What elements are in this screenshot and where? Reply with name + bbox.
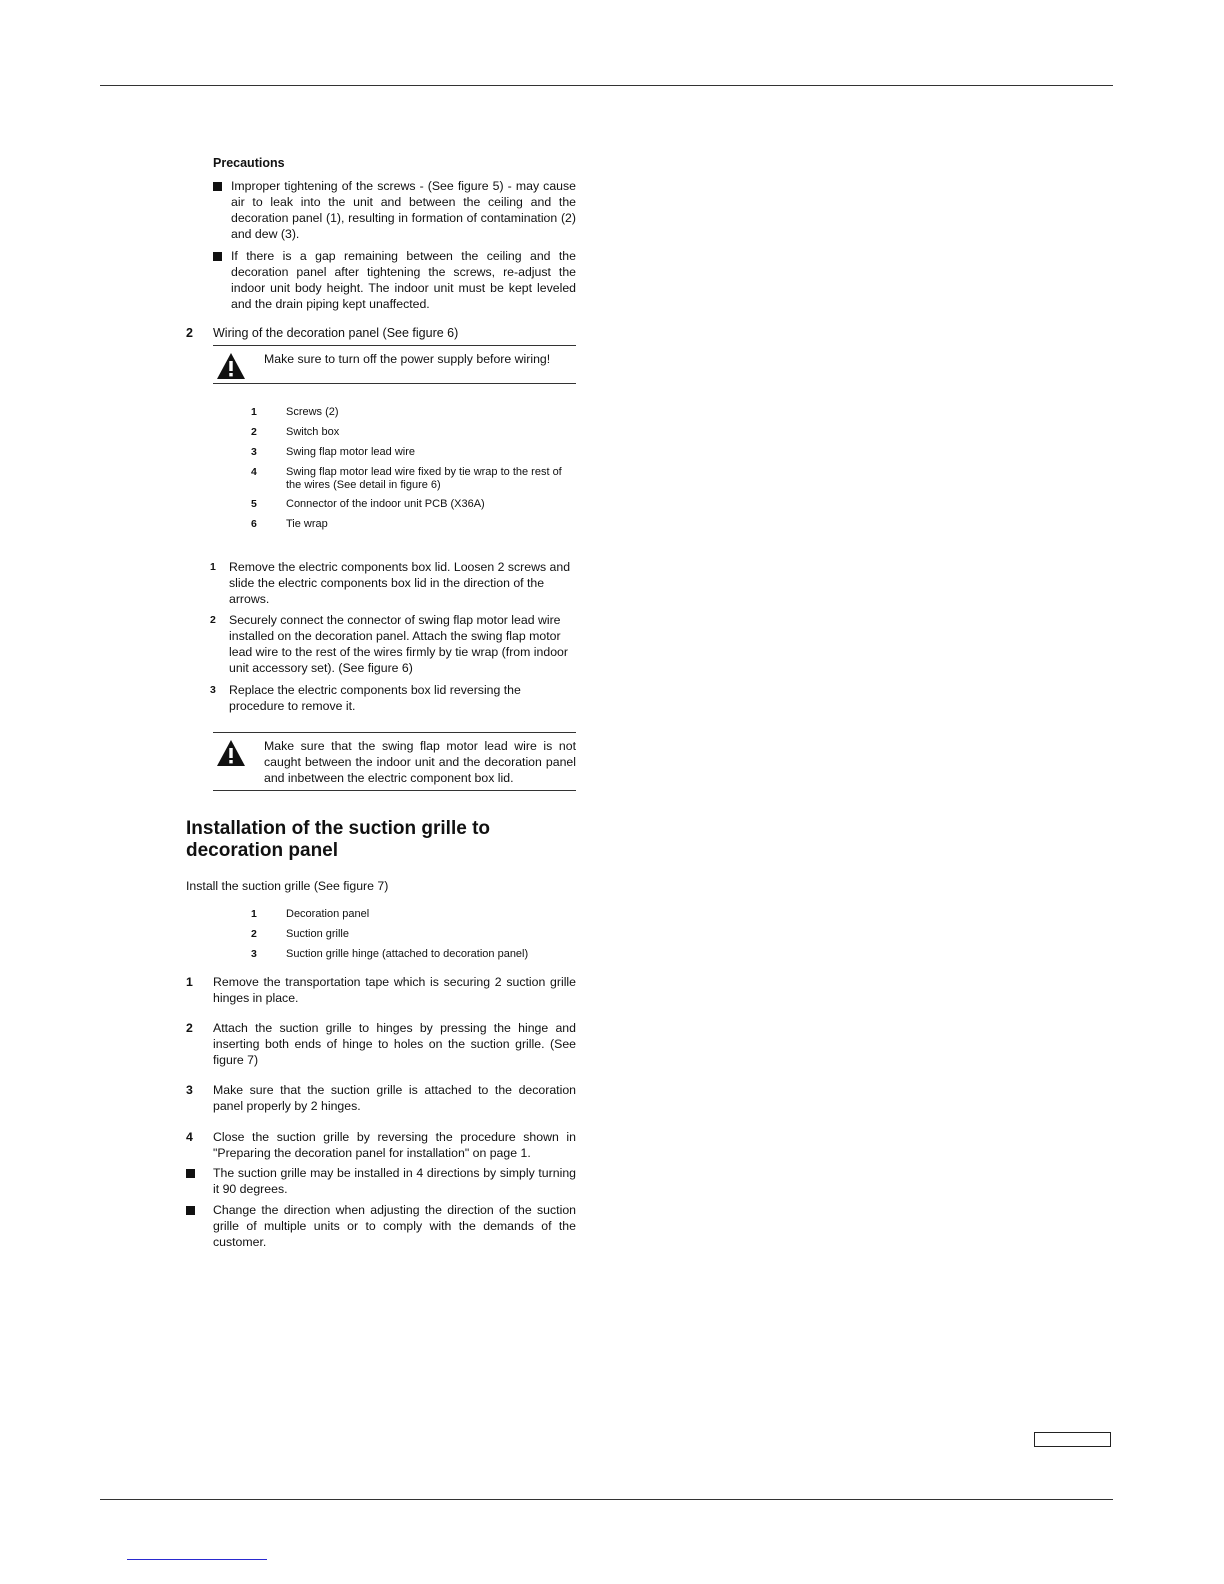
section-number: 2	[186, 326, 193, 340]
precaution-bullet-2	[213, 248, 576, 312]
warning-box-lead-wire	[213, 732, 576, 791]
wiring-step-2: 2 Securely connect the connector of swing flap motor lead wire installed on the decoration panel. Attach the swing flap motor lead wire to the rest of the wires firmly by tie wrap (from indoor unit accessory set). (See figure 6)	[210, 613, 568, 675]
precaution-bullet-text: Improper tightening of the screws - (See figure 5) - may cause air to leak into the unit and between the ceiling and the decoration panel (1), resulting in formation of contamination (2) and dew (3).	[231, 179, 576, 241]
square-bullet-icon	[186, 1169, 195, 1178]
page-number-box	[1034, 1432, 1111, 1447]
suction-step-4: 4 Close the suction grille by reversing the procedure shown in "Preparing the decoration panel for installation" on page 1.	[186, 1130, 576, 1160]
precaution-bullet-text: If there is a gap remaining between the ceiling and the decoration panel after tightening the screws, re-adjust the indoor unit body height. The indoor unit must be kept leveled and the drain piping kept unaffected.	[231, 249, 576, 311]
square-bullet-icon	[213, 182, 222, 191]
header-rule	[100, 85, 1113, 86]
warning-box-power	[213, 345, 576, 384]
suction-section-title: Installation of the suction grille to decoration panel	[186, 818, 491, 861]
wiring-step-1: 1 Remove the electric components box lid. Loosen 2 screws and slide the electric components box lid in the direction of the arrows.	[210, 560, 571, 606]
warning-triangle-icon	[216, 739, 246, 767]
section-title: Wiring of the decoration panel (See figure 6)	[213, 326, 459, 340]
precautions-heading: Precautions	[213, 156, 285, 170]
warning-text: Make sure that the swing flap motor lead wire is not caught between the indoor unit and the decoration panel and inbetween the electric component box lid.	[264, 739, 576, 785]
square-bullet-icon	[213, 252, 222, 261]
warning-triangle-icon	[216, 352, 246, 380]
precaution-bullet-1	[213, 178, 576, 242]
suction-step-3: 3 Make sure that the suction grille is attached to the decoration panel properly by 2 hinges.	[186, 1083, 576, 1113]
suction-bullet-1: The suction grille may be installed in 4 directions by simply turning it 90 degrees.	[186, 1165, 576, 1197]
wiring-step-3: 3 Replace the electric components box lid reversing the procedure to remove it.	[210, 683, 521, 713]
warning-text: Make sure to turn off the power supply before wiring!	[264, 352, 551, 366]
suction-step-2: 2 Attach the suction grille to hinges by pressing the hinge and inserting both ends of hinge to holes on the suction grille. (See figure 7)	[186, 1021, 576, 1067]
suction-step-1: 1 Remove the transportation tape which is securing 2 suction grille hinges in place.	[186, 975, 576, 1005]
suction-intro: Install the suction grille (See figure 7)	[186, 879, 389, 893]
suction-bullet-2: Change the direction when adjusting the direction of the suction grille of multiple units or to comply with the demands of the customer.	[186, 1202, 576, 1250]
footer-link-underline[interactable]	[127, 1559, 267, 1560]
square-bullet-icon	[186, 1206, 195, 1215]
footer-rule	[100, 1499, 1113, 1500]
